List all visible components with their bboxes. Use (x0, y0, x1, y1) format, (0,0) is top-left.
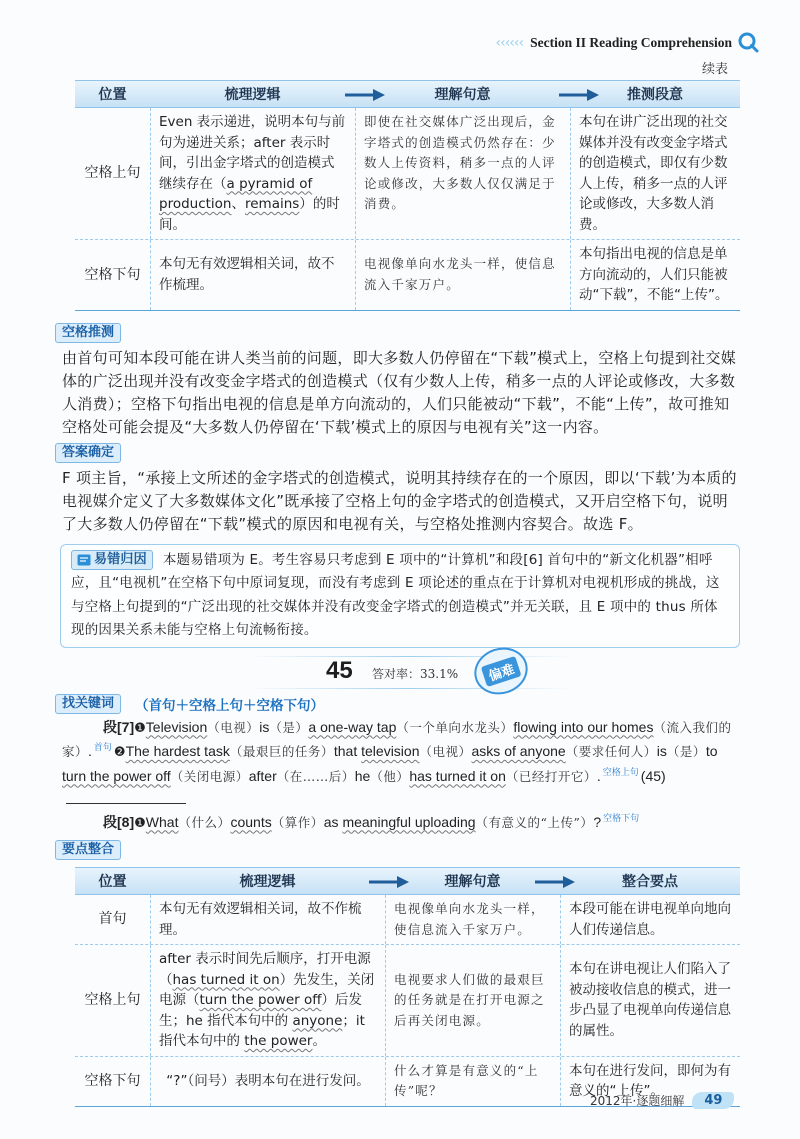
arrow-right-icon (369, 876, 409, 888)
key-phrase: anyone (292, 1012, 343, 1029)
key-phrase: The hardest task (125, 743, 230, 759)
inference-text: 本句在讲广泛出现的社交媒体并没有改变金字塔式的创造模式，即仅有少数人上传，稍多一点的人评论或修改，大多数人消费。 (579, 114, 728, 233)
chinese-gloss: （一个单向水龙头） (396, 719, 514, 735)
logic-text (159, 254, 347, 295)
meaning-cell (355, 240, 570, 310)
paragraph-number: 段[8] (103, 813, 135, 830)
table-row (75, 895, 740, 944)
continued-label: 续表 (702, 62, 729, 77)
book-title: 2012年·逐题细解 (590, 1094, 685, 1108)
chinese-gloss: （他） (370, 768, 410, 784)
sentence-position-tag: 空格上句 (602, 766, 639, 777)
english-text: that (333, 743, 362, 759)
chinese-gloss: （流入我们的家） (62, 719, 732, 759)
sentence-position-tag: 空格下句 (603, 812, 640, 823)
text-segment: ）后发生；he 指代本句中的 (159, 992, 363, 1029)
summary-heading (55, 838, 800, 858)
chevrons-left-icon (496, 35, 524, 51)
paragraph-number: 段[7] (103, 718, 135, 735)
key-phrase: counts (230, 813, 272, 830)
text-segment: after 表示时间先后顺序，打开电源（ (159, 951, 371, 988)
text-segment: 本句无有效逻辑相关词，故不作梳理。 (159, 256, 335, 293)
page-footer (590, 1092, 734, 1109)
error-analysis-text: 本题易错项为 E。考生容易只考虑到 E 项中的“计算机”和段[6] 首句中的“新文化机器”相呼应，且“电视机”在空格下句中原词复现，而没有考虑到 E 项论述的重点在于计算机对电视机形成的挑战，这与空格上句提到的“广泛出现的社交媒体并没有改变金字塔式的创造模式”并无关联，且 E 项中的 thus 所体现的因果关系未能与空格上句流畅衔接。 (71, 551, 720, 638)
answer-label: 答案确定 (55, 443, 121, 463)
search-icon (737, 31, 759, 53)
col-header-meaning: 理解句意 (444, 874, 501, 890)
arrow-right-icon (535, 876, 575, 888)
logic-text (159, 112, 347, 235)
inference-text: 本句指出电视的信息是单方向流动的，人们只能被动“下载”，不能“上传”。 (579, 246, 729, 303)
row-position-text: 首句 (98, 911, 127, 928)
difficulty-badge (468, 640, 534, 700)
chinese-gloss: （什么） (178, 814, 231, 830)
summary-table (75, 867, 740, 1107)
col-header-logic: 梳理逻辑 (224, 87, 281, 103)
col-header-inference: 推测段意 (627, 87, 683, 103)
meaning-cell (385, 895, 560, 944)
row-position (75, 1057, 150, 1106)
logic-cell (150, 240, 355, 310)
sentence-number: ❶ (134, 815, 146, 831)
english-text: is (259, 718, 270, 735)
chinese-gloss: （电视） (207, 719, 260, 735)
keywords-label: 找关键词 (55, 694, 121, 714)
summary-cell (560, 895, 740, 944)
logic-cell (150, 108, 355, 239)
key-phrase: turn the power off (199, 992, 322, 1008)
meaning-text: 电视像单向水龙头一样，使信息流入千家万户。 (364, 256, 556, 292)
error-analysis-box (60, 544, 740, 648)
text-segment: 、 (231, 196, 245, 212)
meaning-text: 电视要求人们做的最艰巨的任务就是在打开电源之后再关闭电源。 (394, 971, 545, 1028)
col-header-summary: 整合要点 (622, 874, 678, 890)
row-position-text: 空格下句 (84, 1072, 141, 1089)
key-phrase: remains (245, 196, 300, 212)
chinese-gloss: （已经打开它） (505, 768, 597, 784)
error-analysis-label (71, 550, 153, 570)
answer-blank (66, 790, 186, 804)
english-text: is (656, 743, 667, 759)
text-segment: 。 (312, 1033, 326, 1049)
summary-text: 本句在进行发问，即何为有意义的“上传”。 (569, 1062, 731, 1099)
question-header (0, 654, 800, 690)
english-text: to (705, 743, 718, 759)
table-header (75, 867, 740, 895)
section-title: Section II Reading Comprehension (530, 35, 732, 50)
logic-cell (150, 945, 385, 1056)
row-position-text: 空格上句 (84, 165, 141, 182)
row-position (75, 945, 150, 1056)
key-phrase: has turned it on (409, 767, 506, 784)
col-header-position: 位置 (98, 87, 127, 103)
col-header-meaning: 理解句意 (434, 87, 491, 103)
page-number: 49 (692, 1092, 734, 1109)
paragraph-7 (62, 716, 742, 811)
text-segment: ）先发生，关闭电源（ (159, 971, 375, 1008)
row-position-text: 空格下句 (84, 266, 141, 283)
notebook-icon (77, 554, 91, 566)
sentence-position-tag: 首句 (93, 742, 112, 753)
chinese-gloss: （最艰巨的任务） (229, 744, 334, 759)
sentence-number: ❷ (113, 745, 126, 760)
section-header (496, 33, 733, 53)
key-phrase: asks of anyone (471, 743, 566, 759)
main-content (0, 80, 800, 1107)
chinese-gloss: （在……后） (276, 768, 355, 784)
divider (250, 688, 570, 689)
table-header (75, 80, 740, 108)
logic-cell (150, 895, 385, 944)
table-row (75, 239, 740, 310)
inference-cell (570, 108, 740, 239)
difficulty-text: 偏难 (481, 655, 522, 686)
key-phrase: has turned it on (172, 971, 280, 988)
sentence-number: ❶ (134, 720, 146, 736)
annotated-passage (62, 716, 742, 836)
text-segment: Even 表示递进，说明本句与前句为递进关系；after 表示时间，引出金字塔式的创造模式继续存在（ (159, 114, 346, 192)
meaning-text: 电视像单向水龙头一样，使信息流入千家万户。 (394, 901, 545, 937)
chinese-gloss: （算作） (271, 814, 324, 830)
chinese-gloss: （是） (269, 719, 309, 735)
text-segment: ；it 指代本句中的 (159, 1012, 365, 1049)
table-row (75, 108, 740, 239)
key-phrase: a pyramid of production (159, 175, 313, 212)
logic-text (159, 899, 377, 940)
chinese-gloss: （电视） (419, 744, 472, 759)
analysis-table-continued (75, 80, 740, 311)
chinese-gloss: （关闭电源） (170, 768, 249, 784)
inference-cell (570, 240, 740, 310)
arrow-right-icon (345, 89, 385, 101)
table-row (75, 944, 740, 1056)
summary-cell (560, 945, 740, 1056)
question-number: 45 (326, 656, 353, 684)
key-phrase: What (145, 813, 179, 830)
row-position-text: 空格上句 (84, 992, 141, 1008)
row-position (75, 240, 150, 310)
summary-label: 要点整合 (55, 840, 121, 860)
col-header-position: 位置 (98, 874, 127, 890)
english-text: . (88, 743, 92, 759)
error-analysis-label-text: 易错归因 (94, 551, 147, 567)
row-position (75, 895, 150, 944)
chinese-gloss: （要求任何人） (565, 744, 657, 759)
key-phrase: television (361, 743, 420, 759)
summary-text: 本句在讲电视让人们陷入了被动接收信息的模式，进一步凸显了电视单向传递信息的属性。 (569, 961, 731, 1039)
keywords-hint: （首句＋空格上句＋空格下句） (135, 697, 325, 714)
text-segment: “?”（问号）表明本句在进行发问。 (166, 1072, 370, 1089)
meaning-cell (385, 945, 560, 1056)
logic-cell (150, 1057, 385, 1106)
text-segment: 本句无有效逻辑相关词，故不作梳理。 (159, 901, 362, 938)
chinese-gloss: （有意义的“上传”） (475, 814, 594, 830)
meaning-cell (355, 108, 570, 239)
key-phrase: meaningful uploading (342, 813, 476, 830)
accuracy-rate: 答对率：33.1% (372, 666, 459, 681)
meaning-text: 即使在社交媒体广泛出现后，金字塔式的创造模式仍然存在：少数人上传资料，稍多一点的人评论或修改，大多数人仅仅满足于消费。 (364, 114, 556, 211)
blank-inference-heading (55, 321, 800, 341)
key-phrase: turn the power off (62, 767, 171, 784)
row-position (75, 108, 150, 239)
english-text: as (323, 813, 343, 830)
english-text: he (354, 767, 371, 784)
meaning-cell (385, 1057, 560, 1106)
english-text: after (248, 767, 277, 784)
logic-text (159, 949, 377, 1052)
chinese-gloss: （是） (666, 744, 706, 759)
key-phrase: a one-way tap (308, 718, 397, 735)
keywords-heading (55, 694, 800, 714)
col-header-logic: 梳理逻辑 (239, 874, 296, 890)
arrow-right-icon (559, 89, 599, 101)
english-text: . (596, 767, 601, 784)
english-text: (45) (640, 767, 666, 784)
key-phrase: Television (145, 718, 208, 735)
logic-text (159, 1071, 377, 1092)
answer-text: F 项主旨，“承接上文所述的金字塔式的创造模式，说明其持续存在的一个原因，即以‘下载’为本质的电视媒介定义了大多数媒体文化”既承接了空格上句的金字塔式的创造模式，又开启空格下句，说明了大多数人仍停留在“下载”模式的原因和电视有关，与空格处推测内容契合。故选 F。 (62, 468, 737, 533)
key-phrase: flowing into our homes (513, 718, 654, 735)
english-text: ? (593, 813, 602, 830)
key-phrase: the power (244, 1033, 313, 1049)
text-segment: ）的时间。 (159, 196, 340, 233)
blank-inference-text: 由首句可知本段可能在讲人类当前的问题，即大多数人仍停留在“下载”模式上，空格上句提到社交媒体的广泛出现并没有改变金字塔式的创造模式（仅有少数人上传，稍多一点的人评论或修改，大多数人消费）；空格下句指出电视的信息是单方向流动的，人们只能被动“下载”，不能“上传”，故可推知空格处可能会提及“大多数人仍停留在‘下载’模式上的原因与电视有关”这一内容。 (62, 348, 737, 436)
answer-heading (55, 441, 800, 461)
summary-text: 本段可能在讲电视单向地向人们传递信息。 (569, 901, 731, 938)
meaning-text: 什么才算是有意义的“上传”呢？ (394, 1062, 539, 1098)
paragraph-8 (62, 811, 742, 836)
blank-inference-label: 空格推测 (55, 323, 121, 343)
